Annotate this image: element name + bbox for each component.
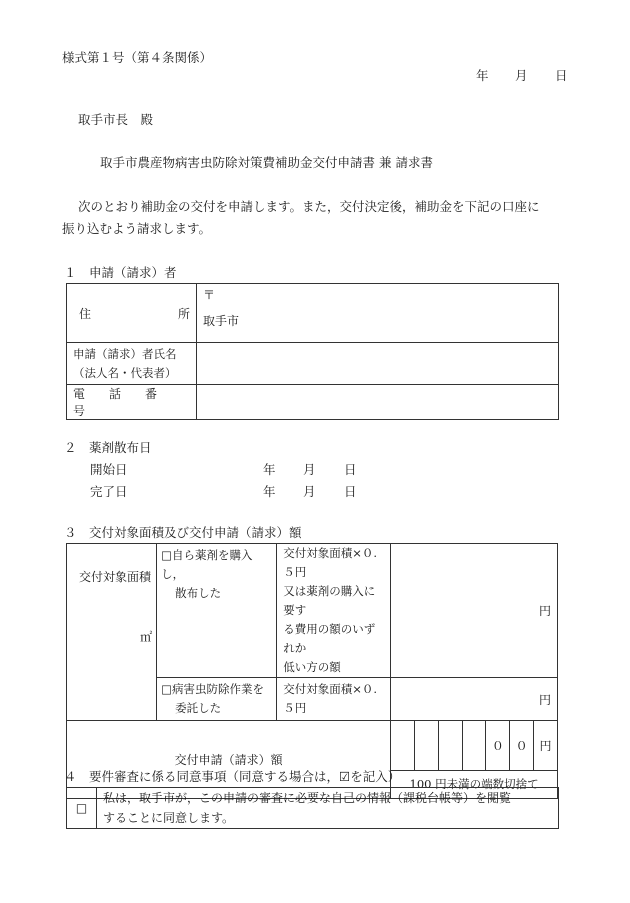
digit-ones-cell: ０ (510, 721, 534, 771)
name-field[interactable] (197, 343, 559, 385)
amount-table (66, 543, 558, 799)
date-month: 月 (515, 68, 528, 83)
address-label: 住 所 (67, 284, 197, 343)
section1-heading: １ 申請（請求）者 (64, 265, 177, 280)
name-label: 申請（請求）者氏名 （法人名・代表者） (67, 343, 197, 385)
option2-formula: 交付対象面積×０.５円 (277, 678, 391, 721)
digit-cell[interactable] (462, 721, 486, 771)
consent-row (67, 788, 559, 829)
phone-row (67, 385, 559, 420)
section3-heading: ３ 交付対象面積及び交付申請（請求）額 (64, 525, 302, 540)
checked-box-icon: ☑ (339, 769, 351, 784)
area-cell[interactable] (67, 544, 157, 721)
option1-checkbox[interactable]: □自ら薬剤を購入し， 散布した (157, 544, 277, 678)
section2-heading: ２ 薬剤散布日 (64, 440, 152, 455)
end-month: 月 (303, 484, 316, 499)
date-day: 日 (555, 68, 568, 83)
phone-label: 電 話 番 号 (67, 385, 197, 420)
consent-checkbox[interactable]: □ (67, 788, 97, 829)
section4-heading: ４ 要件審査に係る同意事項（同意する場合は，☑を記入） (64, 769, 401, 784)
amount-label: 交付申請（請求）額 (67, 721, 391, 799)
option1-formula: 交付対象面積×０.５円 又は薬剤の購入に要す る費用の額のいずれか 低い方の額 (277, 544, 391, 678)
end-day: 日 (344, 484, 357, 499)
end-date-label: 完了日 (90, 484, 128, 499)
option2-checkbox[interactable]: □病害虫防除作業を 委託した (157, 678, 277, 721)
option2-amount[interactable] (391, 678, 558, 721)
address-field[interactable] (197, 284, 559, 343)
rounding-note: 100 円未満の端数切捨て (391, 771, 558, 799)
area-label: 交付対象面積 (79, 570, 152, 584)
phone-field[interactable] (197, 385, 559, 420)
option1-yen: 円 (538, 604, 551, 618)
option1-amount[interactable] (391, 544, 558, 678)
digit-cell[interactable] (415, 721, 439, 771)
intro-text-line1: 次のとおり補助金の交付を申請します。また，交付決定後，補助金を下記の口座に (78, 199, 540, 214)
amount-yen: 円 (534, 721, 558, 771)
addressee: 取手市長 殿 (78, 112, 154, 127)
option1-row (67, 544, 558, 678)
digit-cell[interactable] (438, 721, 462, 771)
consent-table (66, 787, 559, 829)
city-text: 取手市 (203, 314, 240, 328)
postal-mark: 〒 (203, 288, 216, 302)
area-unit: ㎡ (140, 630, 153, 644)
amount-row (67, 721, 558, 771)
document-title: 取手市農産物病害虫防除対策費補助金交付申請書 兼 請求書 (100, 155, 433, 170)
form-number: 様式第１号（第４条関係） (62, 50, 213, 65)
consent-text: 私は，取手市が，この申請の審査に必要な自己の情報（課税台帳等）を閲覧 することに同意します。 (97, 788, 559, 829)
start-year: 年 (263, 462, 276, 477)
address-row (67, 284, 559, 343)
date-year: 年 (476, 68, 489, 83)
start-month: 月 (303, 462, 316, 477)
name-row (67, 343, 559, 385)
option2-yen: 円 (538, 692, 551, 707)
intro-text-line2: 振り込むよう請求します。 (62, 221, 212, 236)
start-date-label: 開始日 (90, 462, 128, 477)
applicant-table (66, 283, 559, 420)
digit-tens-cell: ０ (486, 721, 510, 771)
digit-cell[interactable] (391, 721, 415, 771)
end-year: 年 (263, 484, 276, 499)
start-day: 日 (344, 462, 357, 477)
